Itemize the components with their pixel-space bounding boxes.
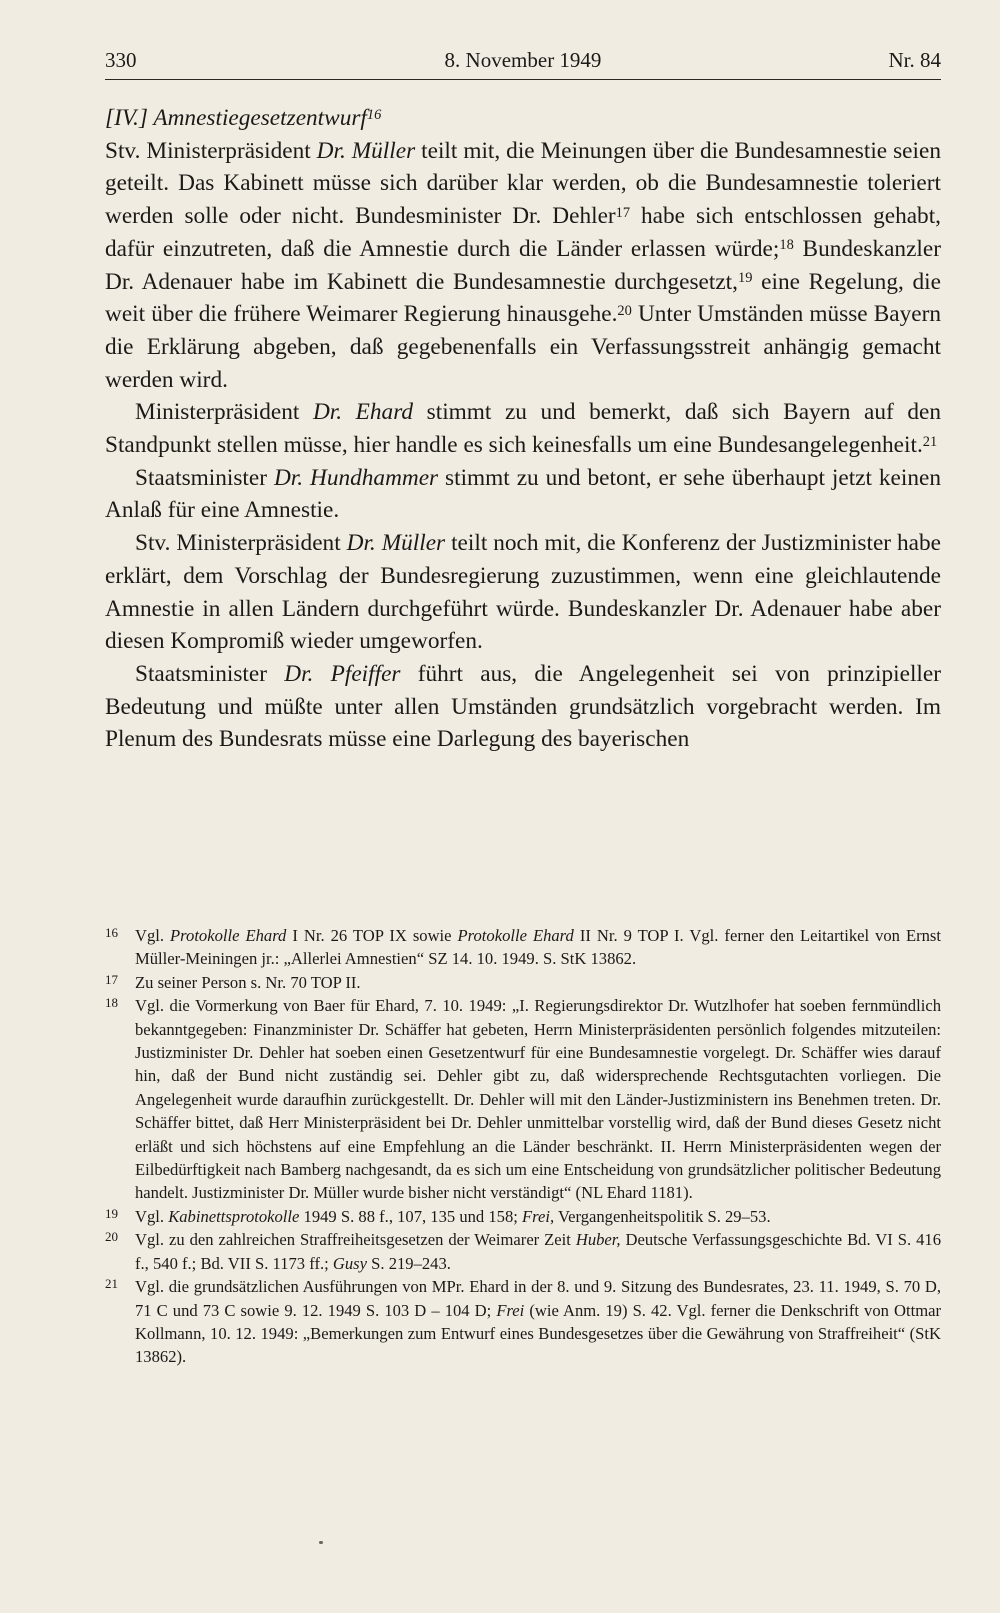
page-number: 330 <box>105 48 137 72</box>
speaker-role: Stv. Ministerpräsident <box>105 137 317 164</box>
footnote-ref: 18 <box>779 237 794 254</box>
footnote-citation: Frei <box>496 1300 525 1320</box>
footnote-21 <box>105 1275 941 1369</box>
running-head <box>105 43 941 77</box>
footnote-text: 1949 S. 88 f., 107, 135 und 158; <box>299 1206 523 1226</box>
footnote-number: 19 <box>105 1205 118 1221</box>
footnote-citation: Kabinettsprotokolle <box>168 1206 300 1226</box>
footnote-text: Vgl. zu den zahlreichen Straffreiheitsgesetzen der Weimarer Zeit <box>135 1230 576 1250</box>
footnote-text: Zu seiner Person s. Nr. 70 TOP II. <box>135 972 361 992</box>
footnote-text: (wie Anm. 19) S. 42. Vgl. ferner die Denkschrift von Ottmar Kollmann, 10. 12. 1949: „Bemerkungen zum Entwurf eines Bundesgesetzes über die Gewährung von Straffreiheit“ (StK 13862). <box>135 1300 941 1367</box>
footnote-text: Vgl. die grundsätzlichen Ausführungen von MPr. Ehard in der 8. und 9. Sitzung des Bundesrates, 23. 11. 1949, S. 70 D, 71 C und 73 C sowie 9. 12. 1949 S. 103 D – 104 D; <box>135 1277 941 1320</box>
speaker-name: Hundhammer <box>310 464 439 491</box>
paragraph-text: Unter Umständen müsse Bayern die Erklärung abgeben, daß gegebenenfalls ein Verfassungsstreit anhängig gemacht werden wird. <box>105 301 941 393</box>
paragraph <box>105 462 941 527</box>
paragraph-text: Bundeskanzler Dr. Adenauer habe im Kabinett die Bundesamnestie durchgesetzt, <box>105 235 941 295</box>
footnote-ref: 16 <box>366 106 382 123</box>
footnote-citation: Gusy <box>332 1253 368 1273</box>
scan-speck <box>319 1541 323 1544</box>
section-heading <box>105 102 941 135</box>
footnote-citation: Protokolle Ehard <box>170 926 287 945</box>
speaker-title: Dr. <box>273 464 310 491</box>
paragraph-text: habe sich entschlossen gehabt, dafür einzutreten, daß die Amnestie durch die Länder erlassen würde; <box>105 203 941 262</box>
footnote-ref: 20 <box>617 302 632 319</box>
footnote-17 <box>105 971 941 994</box>
speaker-role: Staatsminister <box>135 464 274 491</box>
footnote-citation: Huber, <box>575 1230 621 1250</box>
paragraph-text: eine Regelung, die weit über die frühere Weimarer Regierung hinausgehe. <box>105 268 941 328</box>
footnote-text: S. 219–243. <box>367 1253 451 1273</box>
speaker-name: Ehard <box>355 399 414 426</box>
footnote-18 <box>105 994 941 1205</box>
footnotes <box>105 924 941 1369</box>
footnote-ref: 19 <box>737 270 753 287</box>
footnote-citation: Protokolle Ehard <box>457 926 574 945</box>
header-date: 8. November 1949 <box>444 48 602 72</box>
section-title: Amnestiegesetzentwurf <box>153 105 367 131</box>
speaker-role: Stv. Ministerpräsident <box>135 530 347 557</box>
footnote-text: Deutsche Verfassungsgeschichte Bd. VI S. 416 f., 540 f.; Bd. VII S. 1173 ff.; <box>135 1230 941 1273</box>
paragraph-text: teilt noch mit, die Konferenz der Justizminister habe erklärt, dem Vorschlag der Bundesregierung zuzustimmen, wenn eine gleichlautende Amnestie in allen Ländern durchgeführt würde. Bundeskanzler Dr. Adenauer habe aber diesen Kompromiß wieder umgeworfen. <box>105 530 941 655</box>
speaker-name: Müller <box>351 137 416 164</box>
footnote-citation: Frei, <box>522 1206 555 1226</box>
footnote-number: 18 <box>105 995 118 1011</box>
speaker-role: Staatsminister <box>135 660 285 687</box>
paragraph <box>105 396 941 461</box>
footnote-number: 16 <box>105 925 118 940</box>
speaker-title: Dr. <box>346 530 382 557</box>
footnote-text: Vergangenheitspolitik S. 29–53. <box>554 1206 771 1226</box>
speaker-title: Dr. <box>316 137 352 164</box>
speaker-title: Dr. <box>312 399 356 426</box>
footnote-text: Vgl. <box>135 926 171 945</box>
paragraph-text: stimmt zu und bemerkt, daß sich Bayern auf den Standpunkt stellen müsse, hier handle es sich keinesfalls um eine Bundesangelegenheit. <box>105 399 941 459</box>
footnote-20 <box>105 1228 941 1275</box>
footnote-text: Vgl. die Vormerkung von Baer für Ehard, 7. 10. 1949: „I. Regierungsdirektor Dr. Wutzlhofer hat soeben fernmündlich bekanntgegeben: Finanzminister Dr. Schäffer hat gebeten, Herrn Ministerpräsidenten persönlich folgendes mitzuteilen: Justizminister Dr. Dehler hat soeben einen Gesetzentwurf für eine Bundesamnestie vorgelegt. Dr. Schäffer wies darauf hin, daß der Bund nicht zuständig sei. Dehler gibt zu, daß widersprechende Rechtsgutachten vorliegen. Die Angelegenheit wurde daraufhin zurückgestellt. Dr. Dehler will mit den Länder-Justizministern ins Benehmen treten. Dr. Schäffer bittet, daß Herr Ministerpräsident bei Dr. Dehler unmittelbar vorstellig wird, daß der Bund dieses Gesetz nicht erläßt und sich höchstens auf eine Empfehlung an die Länder beschränkt. II. Herrn Ministerpräsidenten wegen der Eilbedürftigkeit nach Bamberg nachgesandt, da es sich um eine Entscheidung von grundsätzlicher politischer Bedeutung handelt. Justizminister Dr. Müller wurde bisher nicht verständigt“ (NL Ehard 1181). <box>135 996 941 1203</box>
footnote-number: 20 <box>105 1229 118 1245</box>
section-number: [IV.] <box>105 105 148 131</box>
footnote-number: 17 <box>105 971 118 987</box>
paragraph-text: teilt mit, die Meinungen über die Bundesamnestie seien geteilt. Das Kabinett müsse sich darüber klar werden, ob die Bundesamnestie toleriert werden solle oder nicht. Bundesminister Dr. Dehler <box>105 137 941 230</box>
footnote-text: I Nr. 26 TOP IX sowie <box>286 926 458 945</box>
speaker-title: Dr. <box>284 660 331 687</box>
footnote-19 <box>105 1205 941 1228</box>
footnote-ref: 17 <box>615 204 631 221</box>
main-text <box>105 102 941 756</box>
speaker-role: Ministerpräsident <box>135 399 313 426</box>
footnote-text: Vgl. <box>135 1206 169 1226</box>
footnote-ref: 21 <box>922 433 938 450</box>
footnote-text: II Nr. 9 TOP I. Vgl. ferner den Leitartikel von Ernst Müller-Meiningen jr.: „Allerlei Amnestien“ SZ 14. 10. 1949. S. StK 13862. <box>135 926 941 969</box>
paragraph <box>105 527 941 658</box>
footnote-16 <box>105 924 941 971</box>
paragraph-text: führt aus, die Angelegenheit sei von prinzipieller Bedeutung und müßte unter allen Umständen grundsätzlich vorgebracht werden. Im Plenum des Bundesrats müsse eine Darlegung des bayerischen <box>105 660 941 753</box>
speaker-name: Pfeiffer <box>330 660 401 687</box>
document-number: Nr. 84 <box>888 48 941 72</box>
paragraph-text: stimmt zu und betont, er sehe überhaupt jetzt keinen Anlaß für eine Amnestie. <box>105 464 941 524</box>
footnote-number: 21 <box>105 1276 118 1292</box>
paragraph <box>105 658 941 756</box>
speaker-name: Müller <box>381 530 446 557</box>
header-rule <box>105 79 941 80</box>
paragraph <box>105 135 941 397</box>
